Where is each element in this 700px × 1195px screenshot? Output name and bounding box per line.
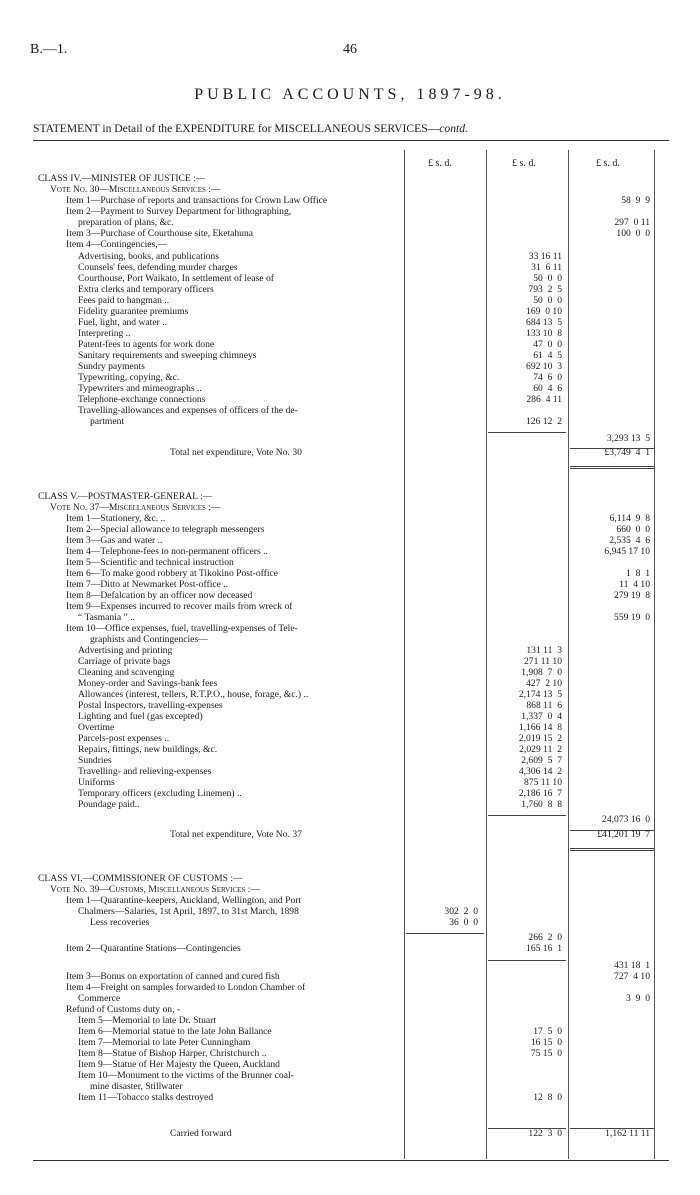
table-row	[0, 1070, 700, 1081]
amount-c3: 727 4 10	[614, 971, 650, 982]
amount-c2: 47 0 0	[533, 339, 562, 350]
row-label: Extra clerks and temporary officers	[78, 284, 214, 295]
row-label: Item 4—Contingencies,—	[66, 239, 168, 250]
table-row	[0, 228, 700, 239]
table-row	[0, 601, 700, 612]
row-label: partment	[90, 416, 125, 427]
amount-c3: 279 19 8	[614, 590, 650, 601]
row-label: Overtime	[78, 722, 115, 733]
amount-c3: 660 0 0	[616, 524, 650, 535]
row-label: Item 3—Purchase of Courthouse site, Eketahuna	[66, 228, 254, 239]
row-label: Item 1—Quarantine-keepers, Auckland, Wellington, and Port	[66, 895, 302, 906]
table-row	[0, 884, 700, 895]
table-row	[0, 535, 700, 546]
table-row	[0, 667, 700, 678]
row-label: Item 2—Payment to Survey Department for lithographing,	[66, 206, 292, 217]
row-label: Item 4—Telephone-fees to non-permanent officers ..	[66, 546, 268, 557]
amount-c2: 61 4 5	[533, 350, 562, 361]
amount-c2: 50 0 0	[533, 273, 562, 284]
row-label: Item 2—Quarantine Stations—Contingencies	[66, 943, 241, 954]
table-row	[0, 273, 700, 284]
row-label: Fuel, light, and water ..	[78, 317, 167, 328]
row-label: Advertising and printing	[78, 645, 173, 656]
table-row	[0, 1015, 700, 1026]
document-reference: B.—1.	[30, 42, 68, 57]
row-label: Item 1—Purchase of reports and transactions for Crown Law Office	[66, 195, 328, 206]
row-label: Interpreting ..	[78, 328, 131, 339]
row-label: Money-order and Savings-bank fees	[78, 678, 218, 689]
table-row	[0, 1037, 700, 1048]
table-row	[0, 895, 700, 906]
table-row	[0, 317, 700, 328]
table-row	[0, 306, 700, 317]
row-label: “ Tasmania ” ..	[78, 612, 135, 623]
row-label: Item 3—Bonus on exportation of canned and cured fish	[66, 971, 280, 982]
table-row	[0, 744, 700, 755]
amount-c2: 122 3 0	[528, 1128, 562, 1139]
row-label: Item 10—Monument to the victims of the Brunner coal-	[78, 1070, 294, 1081]
amount-c2: 16 15 0	[530, 1037, 562, 1048]
amount-c3: 1 8 1	[626, 568, 650, 579]
statement-contd: contd.	[439, 122, 468, 135]
row-label: Item 7—Memorial to late Peter Cunningham	[78, 1037, 251, 1048]
row-label: Item 5—Scientific and technical instruction	[66, 557, 234, 568]
amount-c1: 36 0 0	[449, 917, 478, 928]
row-label: Patent-fees to agents for work done	[78, 339, 215, 350]
amount-c2: 165 16 1	[526, 943, 562, 954]
col-header-1: £ s. d.	[428, 158, 452, 169]
table-row	[0, 590, 700, 601]
row-label: CLASS IV.—MINISTER OF JUSTICE :—	[38, 173, 206, 184]
table-row	[0, 755, 700, 766]
table-row	[0, 447, 700, 458]
amount-c2: 2,029 11 2	[519, 744, 562, 755]
amount-c2: 4,306 14 2	[518, 766, 562, 777]
row-label: Fees paid to hangman ..	[78, 295, 170, 306]
table-row	[0, 917, 700, 928]
row-label: Carried forward	[170, 1128, 232, 1139]
amount-c2: 60 4 6	[533, 383, 562, 394]
row-label: Cleaning and scavenging	[78, 667, 175, 678]
row-label: CLASS VI.—COMMISSIONER OF CUSTOMS :—	[38, 873, 243, 884]
amount-c2: 75 15 0	[530, 1048, 562, 1059]
row-label: Item 10—Office expenses, fuel, travelling-expenses of Tele-	[66, 623, 298, 634]
amount-c3: £41,201 19 7	[597, 829, 650, 840]
row-label: Allowances (interest, tellers, R.T.P.O., house, forage, &c.) ..	[78, 689, 309, 700]
row-label: Item 6—Memorial statue to the late John Ballance	[78, 1026, 272, 1037]
table-row	[0, 799, 700, 810]
amount-c2: 131 11 3	[526, 645, 562, 656]
amount-c2: 33 16 11	[528, 251, 562, 262]
statement-lead: STATEMENT in Detail of the EXPENDITURE for MISCELLANEOUS SERVICES—	[33, 122, 440, 135]
row-label: Item 5—Memorial to late Dr. Stuart	[78, 1015, 217, 1026]
table-row	[0, 678, 700, 689]
amount-c3: £3,749 4 1	[604, 447, 650, 458]
amount-c3: 11 4 10	[619, 579, 650, 590]
amount-c2: 692 10 3	[526, 361, 562, 372]
table-row	[0, 1004, 700, 1015]
amount-c3: 431 18 1	[614, 960, 650, 971]
amount-c2: 1,908 7 0	[521, 667, 562, 678]
amount-c2: 286 4 11	[526, 394, 562, 405]
amount-c2: 12 8 0	[533, 1092, 562, 1103]
row-label: Uniforms	[78, 777, 115, 788]
amount-c3: 24,073 16 0	[602, 814, 650, 825]
amount-c2: 684 13 5	[526, 317, 562, 328]
table-row	[0, 339, 700, 350]
amount-c2: 875 11 10	[523, 777, 562, 788]
amount-c2: 2,019 15 2	[518, 733, 562, 744]
row-label: Less recoveries	[90, 917, 150, 928]
table-row	[0, 623, 700, 634]
table-row	[0, 700, 700, 711]
amount-c3: 3,293 13 5	[606, 433, 650, 444]
row-label: Advertising, books, and publications	[78, 251, 219, 262]
amount-c2: 50 0 0	[533, 295, 562, 306]
row-label: Typewriters and mimeographs ..	[78, 383, 202, 394]
table-row	[0, 295, 700, 306]
row-label: mine disaster, Stillwater	[90, 1081, 183, 1092]
table-row	[0, 634, 700, 645]
table-row	[0, 711, 700, 722]
table-row	[0, 645, 700, 656]
amount-c2: 74 6 0	[533, 372, 562, 383]
row-label: preparation of plans, &c.	[78, 217, 174, 228]
table-row	[0, 971, 700, 982]
page-number: 46	[343, 42, 357, 57]
table-row	[0, 722, 700, 733]
table-row	[0, 328, 700, 339]
table-row	[0, 814, 700, 825]
amount-c3: 1,162 11 11	[605, 1128, 650, 1139]
row-label: Sanitary requirements and sweeping chimneys	[78, 350, 257, 361]
table-row	[0, 612, 700, 623]
table-row	[0, 960, 700, 971]
row-label: Sundry payments	[78, 361, 145, 372]
row-label: Vote No. 30—Miscellaneous Services :—	[50, 184, 221, 195]
amount-c1: 302 2 0	[444, 906, 478, 917]
table-row	[0, 689, 700, 700]
table-row	[0, 906, 700, 917]
table-row	[0, 173, 700, 184]
row-label: Item 7—Ditto at Newmarket Post-office ..	[66, 579, 229, 590]
row-label: CLASS V.—POSTMASTER-GENERAL :—	[38, 491, 213, 502]
table-row	[0, 433, 700, 444]
row-label: Counsels' fees, defending murder charges	[78, 262, 238, 273]
row-label: Commerce	[78, 993, 121, 1004]
row-label: Travelling- and relieving-expenses	[78, 766, 212, 777]
table-row	[0, 206, 700, 217]
row-label: Vote No. 37—Miscellaneous Services :—	[50, 502, 221, 513]
amount-c2: 427 2 10	[526, 678, 562, 689]
row-label: Travelling-allowances and expenses of officers of the de-	[78, 405, 298, 416]
table-row	[0, 350, 700, 361]
table-row	[0, 284, 700, 295]
amount-c3: 3 9 0	[626, 993, 650, 1004]
table-row	[0, 943, 700, 954]
amount-c2: 1,760 8 8	[521, 799, 562, 810]
amount-c3: 6,114 9 8	[609, 513, 650, 524]
row-label: Fidelity guarantee premiums	[78, 306, 189, 317]
table-row	[0, 239, 700, 250]
row-label: Total net expenditure, Vote No. 30	[170, 447, 302, 458]
row-label: Item 1—Stationery, &c. ..	[66, 513, 166, 524]
row-label: Repairs, fittings, new buildings, &c.	[78, 744, 218, 755]
table-row	[0, 777, 700, 788]
amount-c2: 793 2 5	[528, 284, 562, 295]
amount-c2: 1,166 14 8	[518, 722, 562, 733]
row-label: Item 3—Gas and water ..	[66, 535, 163, 546]
table-row	[0, 1059, 700, 1070]
amount-c3: 58 9 9	[621, 195, 650, 206]
amount-c2: 2,186 16 7	[518, 788, 562, 799]
amount-c2: 169 0 10	[526, 306, 562, 317]
table-row	[0, 1128, 700, 1139]
table-row	[0, 829, 700, 840]
table-row	[0, 383, 700, 394]
table-row	[0, 394, 700, 405]
row-label: Poundage paid..	[78, 799, 140, 810]
table-row	[0, 1081, 700, 1092]
table-row	[0, 568, 700, 579]
row-label: Item 8—Statue of Bishop Harper, Christchurch ..	[78, 1048, 267, 1059]
table-row	[0, 656, 700, 667]
table-row	[0, 502, 700, 513]
row-label: Postal Inspectors, travelling-expenses	[78, 700, 223, 711]
table-row	[0, 251, 700, 262]
table-row	[0, 1092, 700, 1103]
table-row	[0, 1048, 700, 1059]
table-row	[0, 524, 700, 535]
amount-c3: 297 0 11	[614, 217, 650, 228]
amount-c2: 17 5 0	[533, 1026, 562, 1037]
table-row	[0, 1026, 700, 1037]
table-row	[0, 217, 700, 228]
amount-c2: 2,174 13 5	[518, 689, 562, 700]
table-row	[0, 405, 700, 416]
row-label: Item 6—To make good robbery at Tikokino Post-office	[66, 568, 279, 579]
page-title: PUBLIC ACCOUNTS, 1897-98.	[194, 86, 506, 103]
table-row	[0, 513, 700, 524]
row-label: Chalmers—Salaries, 1st April, 1897, to 31st March, 1898	[78, 906, 299, 917]
row-label: Typewriting, copying, &c.	[78, 372, 180, 383]
table-row	[0, 766, 700, 777]
table-row	[0, 873, 700, 884]
table-row	[0, 932, 700, 943]
amount-c2: 133 10 8	[526, 328, 562, 339]
row-label: Carriage of private bags	[78, 656, 171, 667]
table-row	[0, 733, 700, 744]
table-row	[0, 361, 700, 372]
table-row	[0, 788, 700, 799]
row-label: Sundries	[78, 755, 112, 766]
table-row	[0, 262, 700, 273]
amount-c3: 100 0 0	[616, 228, 650, 239]
row-label: Item 9—Statue of Her Majesty the Queen, Auckland	[78, 1059, 280, 1070]
table-row	[0, 557, 700, 568]
table-row	[0, 579, 700, 590]
table-row	[0, 195, 700, 206]
amount-c3: 2,535 4 6	[609, 535, 650, 546]
amount-c3: 559 19 0	[614, 612, 650, 623]
col-header-3: £ s. d.	[596, 158, 620, 169]
row-label: Courthouse, Port Waikato, In settlement of lease of	[78, 273, 274, 284]
table-row	[0, 982, 700, 993]
row-label: Lighting and fuel (gas excepted)	[78, 711, 203, 722]
col-header-2: £ s. d.	[512, 158, 536, 169]
row-label: Item 2—Special allowance to telegraph messengers	[66, 524, 265, 535]
row-label: Item 9—Expenses incurred to recover mails from wreck of	[66, 601, 293, 612]
row-label: Item 11—Tobacco stalks destroyed	[78, 1092, 214, 1103]
table-row	[0, 372, 700, 383]
amount-c2: 1,337 0 4	[521, 711, 562, 722]
amount-c2: 31 6 11	[531, 262, 562, 273]
row-label: Total net expenditure, Vote No. 37	[170, 829, 302, 840]
table-row	[0, 993, 700, 1004]
row-label: Item 4—Freight on samples forwarded to London Chamber of	[66, 982, 306, 993]
table-row	[0, 546, 700, 557]
table-row	[0, 416, 700, 427]
row-label: Refund of Customs duty on, -	[66, 1004, 181, 1015]
row-label: Temporary officers (excluding Linemen) ..	[78, 788, 242, 799]
row-label: Parcels-post expenses ..	[78, 733, 170, 744]
row-label: Telephone-exchange connections	[78, 394, 206, 405]
amount-c2: 868 11 6	[526, 700, 562, 711]
amount-c2: 126 12 2	[526, 416, 562, 427]
row-label: Item 8—Defalcation by an officer now deceased	[66, 590, 253, 601]
row-label: Vote No. 39—Customs, Miscellaneous Services :—	[50, 884, 261, 895]
row-label: graphists and Contingencies—	[90, 634, 208, 645]
amount-c2: 271 11 10	[523, 656, 562, 667]
amount-c2: 266 2 0	[528, 932, 562, 943]
table-row	[0, 491, 700, 502]
amount-c3: 6,945 17 10	[604, 546, 650, 557]
table-row	[0, 184, 700, 195]
amount-c2: 2,609 5 7	[521, 755, 562, 766]
